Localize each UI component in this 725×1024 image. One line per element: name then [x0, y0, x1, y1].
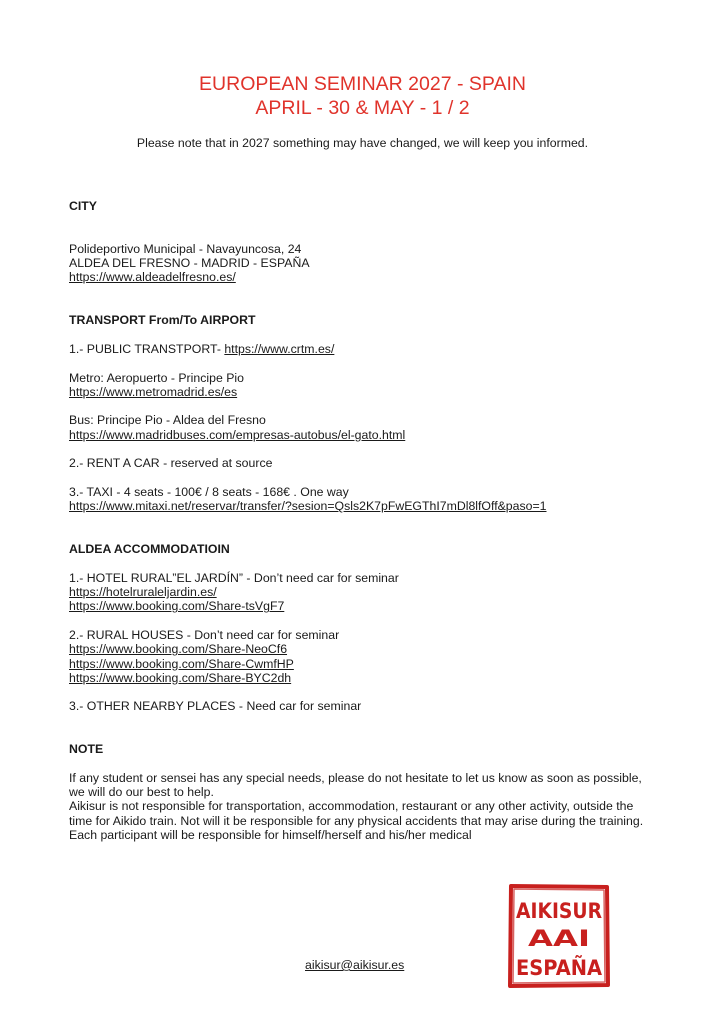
hotel-link[interactable]: https://hotelruraleljardin.es/ [69, 585, 217, 600]
transport-heading: TRANSPORT From/To AIRPORT [69, 313, 256, 328]
page-title: EUROPEAN SEMINAR 2027 - SPAIN [199, 73, 526, 95]
public-transport-label: 1.- PUBLIC TRANSTPORT- [69, 341, 225, 356]
aikisur-stamp-logo [507, 883, 611, 989]
stamp-line-2: AAI [528, 927, 590, 952]
accommodation-heading: ALDEA ACCOMMODATIOIN [69, 542, 230, 557]
hotel-text: 1.- HOTEL RURAL”EL JARDÍN” - Don’t need car for seminar [69, 570, 399, 585]
bus-link[interactable]: https://www.madridbuses.com/empresas-autobus/el-gato.html [69, 427, 406, 442]
city-heading: CITY [69, 199, 98, 213]
metro-text: Metro: Aeropuerto - Principe Pio [69, 370, 244, 385]
public-transport-line [69, 342, 659, 356]
city-address-line1: Polideportivo Municipal - Navayuncosa, 24 [69, 241, 302, 256]
note-heading: NOTE [69, 742, 104, 757]
city-address-line2: ALDEA DEL FRESNO - MADRID - ESPAÑA [69, 256, 310, 271]
page-subtitle-dates: APRIL - 30 & MAY - 1 / 2 [255, 97, 470, 119]
public-transport-link[interactable]: https://www.crtm.es/ [224, 341, 335, 356]
taxi-link[interactable]: https://www.mitaxi.net/reservar/transfer/?sesion=Qsls2K7pFwEGThI7mDl8lfOff&paso=1 [69, 499, 547, 514]
bus-text: Bus: Principe Pio - Aldea del Fresno [69, 413, 266, 428]
stamp-line-3: ESPAÑA [516, 956, 610, 980]
rural-house-link-1[interactable]: https://www.booking.com/Share-NeoCf6 [69, 642, 288, 657]
taxi-text: 3.- TAXI - 4 seats - 100€ / 8 seats - 168€ . One way [69, 484, 349, 499]
hotel-booking-link[interactable]: https://www.booking.com/Share-tsVgF7 [69, 599, 285, 614]
notice-text: Please note that in 2027 something may have changed, we will keep you informed. [136, 136, 589, 150]
rural-house-link-2[interactable]: https://www.booking.com/Share-CwmfHP [69, 656, 294, 671]
contact-email-link[interactable]: aikisur@aikisur.es [305, 958, 405, 972]
note-paragraph-1: If any student or sensei has any special needs, please do not hesitate to let us know as soon as possible, we will do our best to help. [69, 770, 642, 800]
rural-house-link-3[interactable]: https://www.booking.com/Share-BYC2dh [69, 670, 292, 685]
rent-car-text: 2.- RENT A CAR - reserved at source [69, 456, 273, 471]
metro-link[interactable]: https://www.metromadrid.es/es [69, 384, 238, 399]
other-places-text: 3.- OTHER NEARBY PLACES - Need car for seminar [69, 699, 362, 714]
stamp-line-1: AIKISUR [516, 899, 602, 923]
note-paragraph-2: Aikisur is not responsible for transportation, accommodation, restaurant or any other activity, outside the time for Aikido train. Not will it be responsible for any physical accidents that may arise during the training. Each participant will be responsible for himself/herself and his/her medical [69, 799, 644, 843]
rural-houses-text: 2.- RURAL HOUSES - Don’t need car for seminar [69, 627, 340, 642]
city-link[interactable]: https://www.aldeadelfresno.es/ [69, 270, 236, 285]
document-body [69, 199, 659, 842]
